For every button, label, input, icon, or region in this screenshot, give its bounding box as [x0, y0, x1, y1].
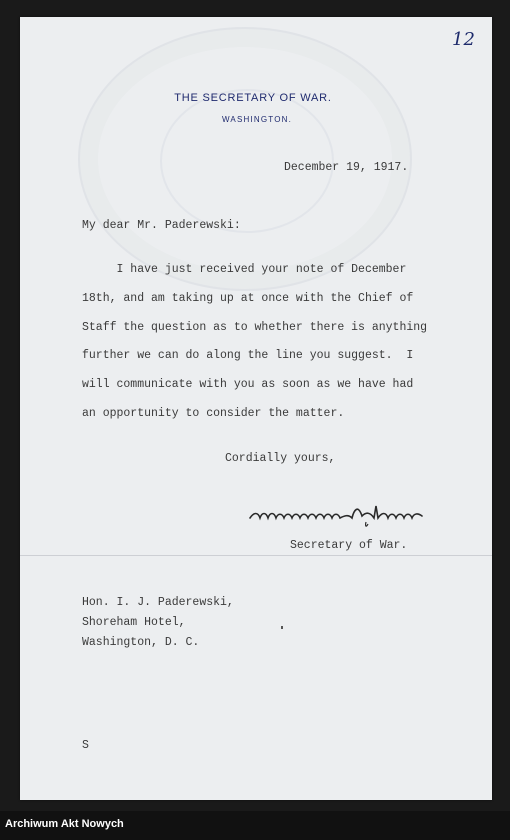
body-line: further we can do along the line you suggest. I	[82, 349, 414, 362]
watermark-seal	[78, 27, 412, 291]
body-line: will communicate with you as soon as we have had	[82, 378, 414, 391]
archive-name: Archiwum Akt Nowych	[5, 818, 124, 830]
letter-date: December 19, 1917.	[284, 161, 409, 174]
signature-title: Secretary of War.	[290, 539, 408, 552]
handwritten-signature	[248, 500, 428, 530]
body-line: I have just received your note of December	[82, 263, 407, 276]
body-line: 18th, and am taking up at once with the Chief of	[82, 292, 414, 305]
address-line: Hon. I. J. Paderewski,	[82, 596, 234, 609]
ink-mark	[281, 626, 283, 629]
letterhead-title: THE SECRETARY OF WAR.	[174, 92, 332, 104]
typist-initial: S	[82, 739, 89, 752]
address-line: Washington, D. C.	[82, 636, 200, 649]
paper-fold-line	[20, 555, 492, 556]
address-line: Shoreham Hotel,	[82, 616, 186, 629]
page-number: 12	[452, 29, 475, 50]
salutation: My dear Mr. Paderewski:	[82, 219, 241, 232]
letterhead-city: WASHINGTON.	[221, 115, 293, 124]
closing: Cordially yours,	[225, 452, 336, 465]
body-line: Staff the question as to whether there is anything	[82, 321, 428, 334]
body-line: an opportunity to consider the matter.	[82, 407, 345, 420]
